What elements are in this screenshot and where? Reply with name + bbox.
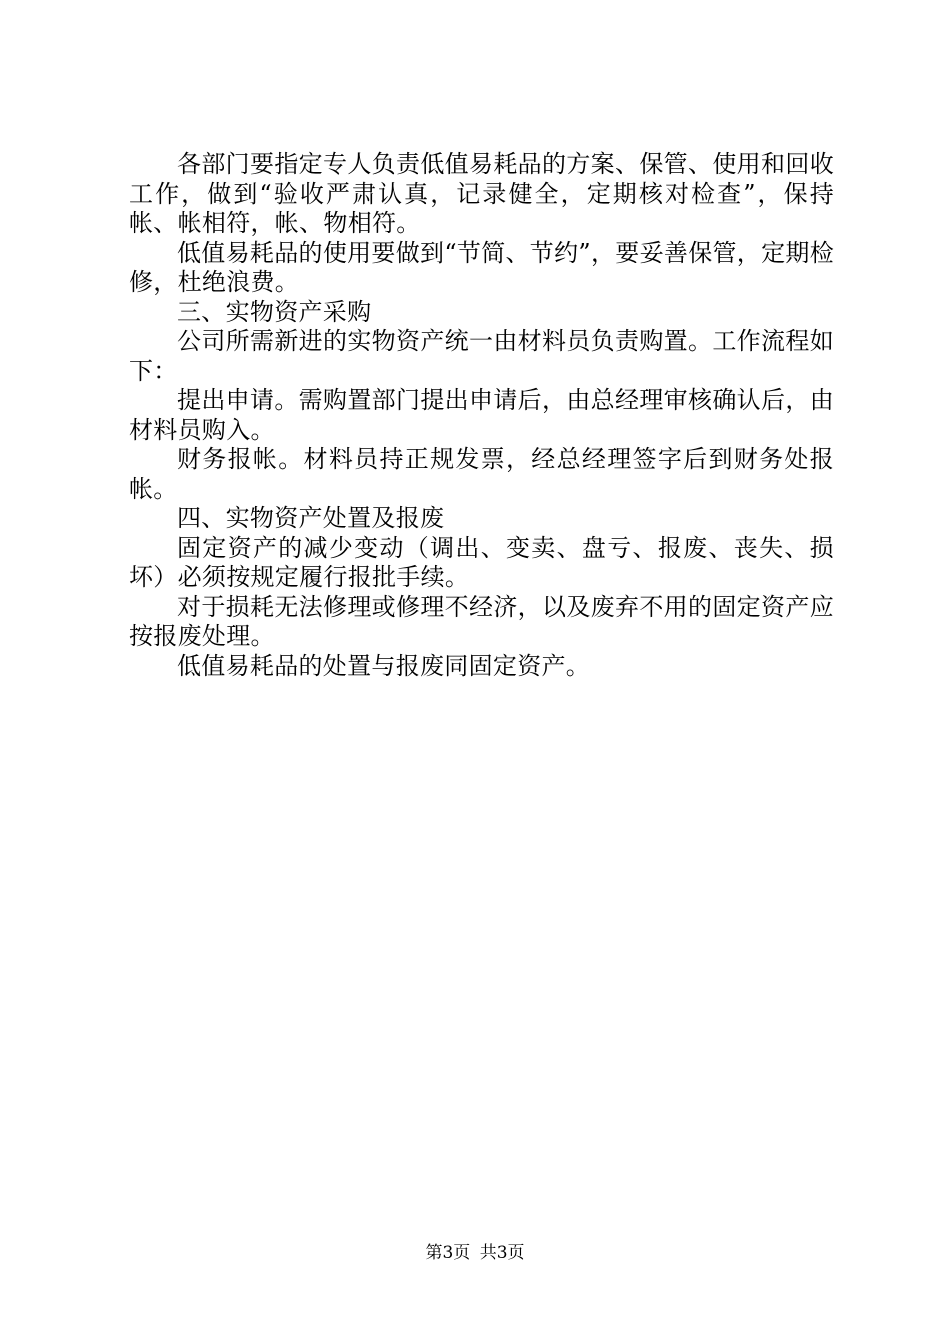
paragraph-low-value-usage: 低值易耗品的使用要做到“节简、节约”，要妥善保管，定期检修，杜绝浪费。: [129, 238, 834, 296]
paragraph-procurement-intro: 公司所需新进的实物资产统一由材料员负责购置。工作流程如下：: [129, 327, 834, 385]
paragraph-fixed-asset-reduction: 固定资产的减少变动（调出、变卖、盘亏、报废、丧失、损坏）必须按规定履行报批手续。: [129, 533, 834, 591]
page-number-total: 共3页: [479, 1243, 525, 1263]
paragraph-scrap-handling: 对于损耗无法修理或修理不经济，以及废弃不用的固定资产应按报废处理。: [129, 592, 834, 650]
document-body: [129, 150, 834, 681]
paragraph-low-value-management: 各部门要指定专人负责低值易耗品的方案、保管、使用和回收工作，做到“验收严肃认真，记录健全，定期核对检查”，保持帐、帐相符，帐、物相符。: [129, 150, 834, 237]
page-footer: [0, 1242, 950, 1264]
section-heading-procurement: 三、实物资产采购: [177, 297, 372, 326]
page-number-current: 第3页: [425, 1243, 471, 1263]
paragraph-submit-request: 提出申请。需购置部门提出申请后，由总经理审核确认后，由材料员购入。: [129, 386, 834, 444]
section-heading-disposal: 四、实物资产处置及报废: [177, 504, 445, 532]
paragraph-low-value-disposal: 低值易耗品的处置与报废同固定资产。: [177, 651, 591, 680]
paragraph-financial-reimbursement: 财务报帐。材料员持正规发票，经总经理签字后到财务处报帐。: [129, 445, 834, 503]
